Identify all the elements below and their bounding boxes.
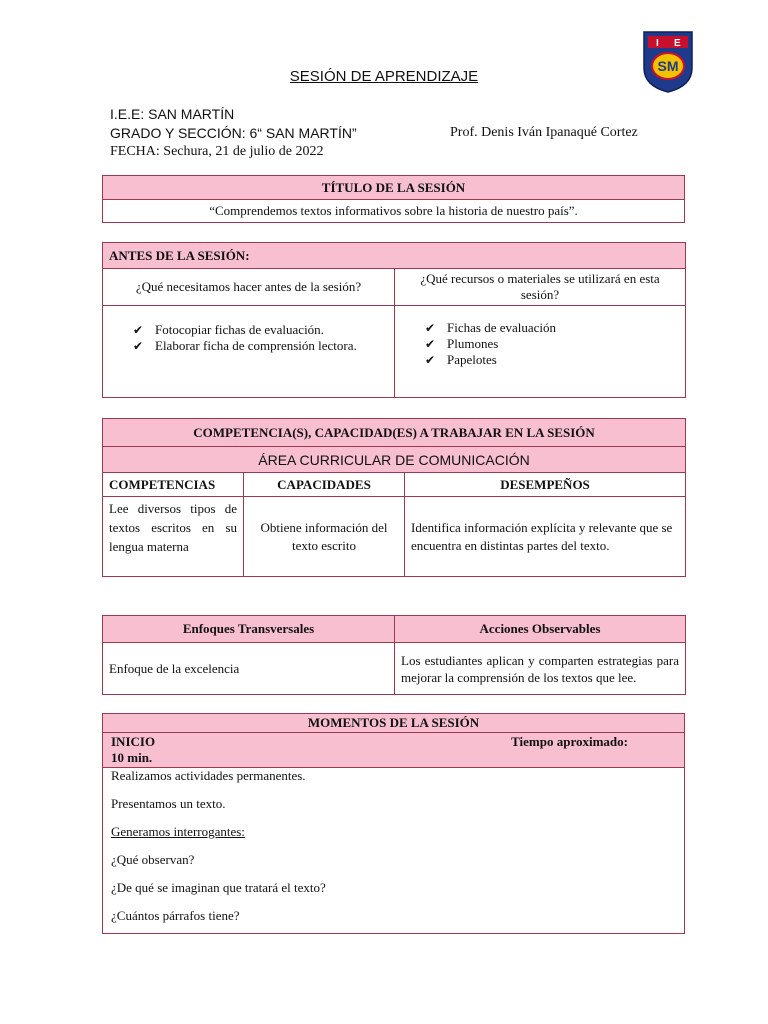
check-icon: ✔ (425, 321, 436, 335)
list-item: ✔ Fichas de evaluación (425, 320, 557, 335)
competencias-table (102, 418, 686, 577)
antes-heading: ANTES DE LA SESIÓN: (103, 243, 686, 269)
antes-question-1: ¿Qué necesitamos hacer antes de la sesión? (103, 269, 395, 306)
antes-table (102, 242, 686, 398)
desempeno-cell: Identifica información explícita y relevante que se encuentra en distintas partes del texto. (405, 497, 686, 577)
enfoques-table (102, 615, 686, 695)
capacidad-cell: Obtiene información del texto escrito (244, 497, 405, 577)
time-value: 10 min. (111, 750, 153, 765)
date-line: FECHA: Sechura, 21 de julio de 2022 (110, 144, 324, 159)
logo-letter-e: E (674, 38, 681, 49)
inicio-row (103, 733, 685, 768)
competencias-heading: COMPETENCIA(S), CAPACIDAD(ES) A TRABAJAR EN LA SESIÓN (103, 419, 686, 447)
titulo-text: “Comprendemos textos informativos sobre la historia de nuestro país”. (103, 200, 685, 223)
col-capacidades: CAPACIDADES (244, 473, 405, 497)
time-label: Tiempo aproximado: (511, 734, 628, 749)
logo-initials: SM (657, 58, 679, 74)
resources-list (401, 320, 679, 368)
antes-question-2: ¿Qué recursos o materiales se utilizará en esta sesión? (395, 269, 686, 306)
antes-tasks-cell (103, 306, 395, 398)
momentos-body (103, 768, 685, 934)
check-icon: ✔ (425, 353, 436, 367)
tasks-list (109, 322, 388, 354)
institution-line: I.E.E: SAN MARTÍN (110, 106, 235, 122)
check-icon: ✔ (425, 337, 436, 351)
list-item: ✔ Papelotes (425, 352, 497, 367)
momento-line: Realizamos actividades permanentes. (111, 768, 306, 783)
phase-label: INICIO (111, 734, 156, 749)
momento-line: Generamos interrogantes: (111, 824, 245, 839)
area-heading: ÁREA CURRICULAR DE COMUNICACIÓN (103, 447, 686, 473)
check-icon: ✔ (133, 339, 144, 353)
col-desempenos: DESEMPEÑOS (405, 473, 686, 497)
teacher-line: Prof. Denis Iván Ipanaqué Cortez (450, 125, 638, 140)
competencia-cell: Lee diversos tipos de textos escritos en su lengua materna (103, 497, 244, 577)
momento-line: ¿Qué observan? (111, 852, 195, 867)
logo-letter-i: I (656, 38, 659, 49)
col-acciones: Acciones Observables (395, 616, 686, 643)
grade-line: GRADO Y SECCIÓN: 6“ SAN MARTÍN” (110, 125, 357, 141)
list-item: ✔ Fotocopiar fichas de evaluación. (133, 322, 324, 337)
list-item: ✔ Plumones (425, 336, 499, 351)
col-competencias: COMPETENCIAS (103, 473, 244, 497)
momento-line: ¿De qué se imaginan que tratará el texto? (111, 880, 326, 895)
list-item: ✔ Elaborar ficha de comprensión lectora. (133, 338, 357, 353)
accion-cell: Los estudiantes aplican y comparten estrategias para mejorar la comprensión de los textos que lee. (395, 643, 686, 695)
antes-resources-cell (395, 306, 686, 398)
momentos-table (102, 713, 685, 934)
check-icon: ✔ (133, 323, 144, 337)
momentos-heading: MOMENTOS DE LA SESIÓN (103, 714, 685, 733)
titulo-heading: TÍTULO DE LA SESIÓN (103, 176, 685, 200)
momento-line: ¿Cuántos párrafos tiene? (111, 908, 240, 923)
titulo-table (102, 175, 685, 223)
momento-line: Presentamos un texto. (111, 796, 226, 811)
enfoque-cell: Enfoque de la excelencia (103, 643, 395, 695)
col-enfoques: Enfoques Transversales (103, 616, 395, 643)
page-title: SESIÓN DE APRENDIZAJE (289, 68, 479, 85)
